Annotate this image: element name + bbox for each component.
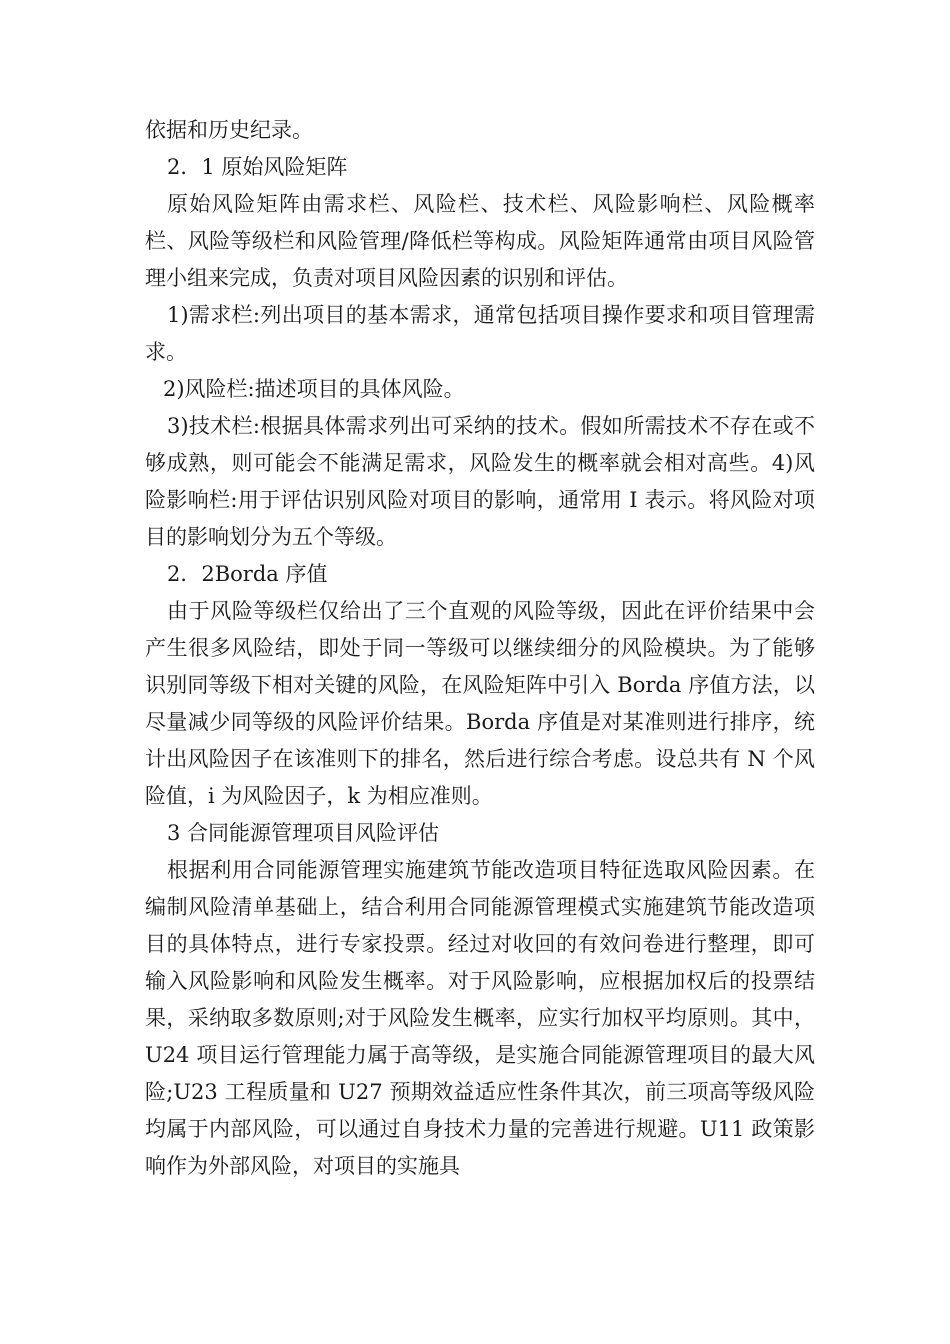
list-item-requirement-column: 1)需求栏:列出项目的基本需求，通常包括项目操作要求和项目管理需求。 bbox=[145, 303, 815, 364]
paragraph-risk-assessment: 根据利用合同能源管理实施建筑节能改造项目特征选取风险因素。在编制风险清单基础上，结合利用合同能源管理模式实施建筑节能改造项目的具体特点，进行专家投票。经过对收回的有效问卷进行整理，即可输入风险影响和风险发生概率。对于风险影响，应根据加权后的投票结果，采纳取多数原则;对于风险发生概率，应实行加权平均原则。其中，U24 项目运行管理能力属于高等级，是实施合同能源管理项目的最大风险;U23 工程质量和 U27 预期效益适应性条件其次，前三项高等级风险均属于内部风险，可以通过自身技术力量的完善进行规避。U11 政策影响作为外部风险，对项目的实施具 bbox=[145, 858, 815, 1178]
paragraph-continuation: 依据和历史纪录。 bbox=[145, 118, 313, 142]
document-body bbox=[145, 112, 815, 1185]
section-heading-2-1: 2．1 原始风险矩阵 bbox=[167, 155, 348, 179]
paragraph-risk-matrix: 原始风险矩阵由需求栏、风险栏、技术栏、风险影响栏、风险概率栏、风险等级栏和风险管理/降低栏等构成。风险矩阵通常由项目风险管理小组来完成，负责对项目风险因素的识别和评估。 bbox=[145, 192, 815, 290]
paragraph-borda: 由于风险等级栏仅给出了三个直观的风险等级，因此在评价结果中会产生很多风险结，即处于同一等级可以继续细分的风险模块。为了能够识别同等级下相对关键的风险，在风险矩阵中引入 Borda 序值方法，以尽量减少同等级的风险评价结果。Borda 序值是对某准则进行排序，统计出风险因子在该准则下的排名，然后进行综合考虑。设总共有 N 个风险值，i 为风险因子，k 为相应准则。 bbox=[145, 599, 815, 808]
list-item-risk-column: 2)风险栏:描述项目的具体风险。 bbox=[163, 377, 465, 401]
section-heading-3: 3 合同能源管理项目风险评估 bbox=[167, 821, 440, 845]
section-heading-2-2: 2．2Borda 序值 bbox=[167, 562, 328, 586]
list-item-technology-column: 3)技术栏:根据具体需求列出可采纳的技术。假如所需技术不存在或不够成熟，则可能会不能满足需求，风险发生的概率就会相对高些。4)风险影响栏:用于评估识别风险对项目的影响，通常用 I 表示。将风险对项目的影响划分为五个等级。 bbox=[145, 414, 815, 549]
